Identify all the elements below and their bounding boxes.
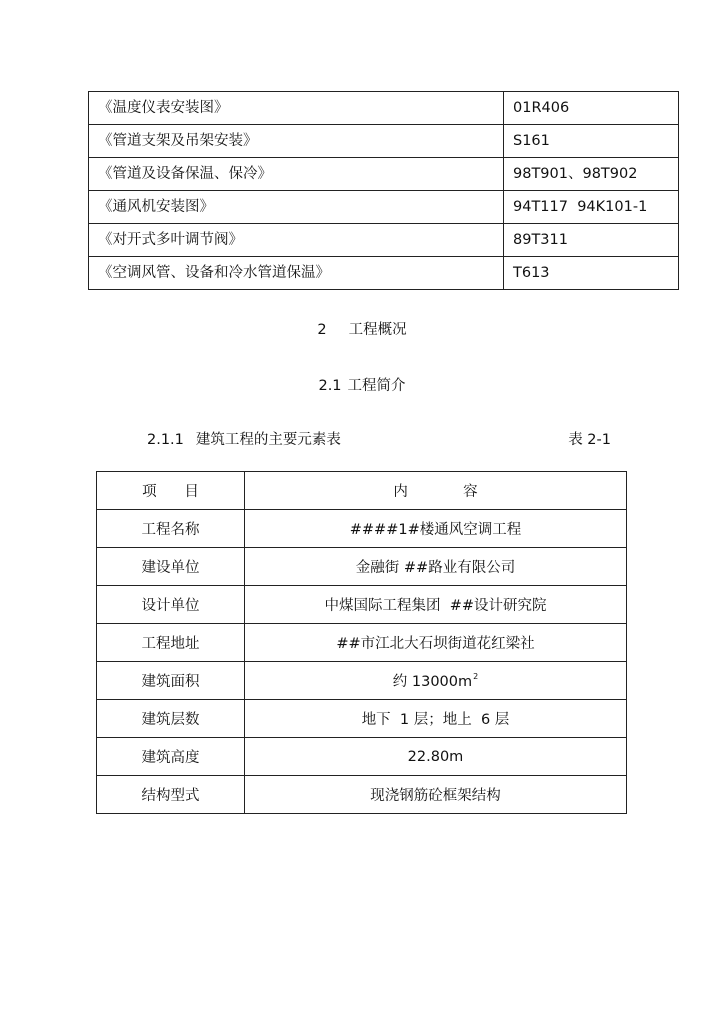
row-item: 建筑面积 — [97, 662, 245, 700]
row-item: 结构型式 — [97, 776, 245, 814]
standards-table — [88, 91, 679, 290]
standard-name: 《温度仪表安装图》 — [89, 92, 504, 125]
table-row — [89, 125, 679, 158]
subsection-title: 工程简介 — [347, 378, 406, 394]
caption-number: 2.1.1 — [147, 432, 184, 448]
row-item: 建设单位 — [97, 548, 245, 586]
standard-code: S161 — [504, 125, 679, 158]
standard-code: 01R406 — [504, 92, 679, 125]
building-elements-table — [96, 471, 627, 814]
row-item: 工程地址 — [97, 624, 245, 662]
standard-code: 89T311 — [504, 224, 679, 257]
table-row — [97, 586, 627, 624]
row-content: 现浇钢筋砼框架结构 — [245, 776, 627, 814]
table-row — [89, 158, 679, 191]
standard-name: 《通风机安装图》 — [89, 191, 504, 224]
section-number: 2 — [317, 322, 327, 338]
area-superscript: 2 — [473, 672, 479, 681]
row-item: 建筑层数 — [97, 700, 245, 738]
caption-title: 建筑工程的主要元素表 — [195, 432, 341, 448]
row-item: 建筑高度 — [97, 738, 245, 776]
standard-code: 94T117 94K101-1 — [504, 191, 679, 224]
header-item: 项 目 — [97, 472, 245, 510]
standard-code: T613 — [504, 257, 679, 290]
standard-code: 98T901、98T902 — [504, 158, 679, 191]
standard-name: 《管道及设备保温、保冷》 — [89, 158, 504, 191]
row-content: 中煤国际工程集团 ##设计研究院 — [245, 586, 627, 624]
table-row — [97, 548, 627, 586]
row-content: 金融街 ##路业有限公司 — [245, 548, 627, 586]
table-number: 表 2-1 — [568, 432, 611, 448]
table-row — [97, 738, 627, 776]
table-row — [97, 776, 627, 814]
row-content: ####1#楼通风空调工程 — [245, 510, 627, 548]
subsection-number: 2.1 — [318, 378, 342, 394]
section-title: 工程概况 — [348, 322, 407, 338]
table-row — [97, 700, 627, 738]
table-row — [97, 662, 627, 700]
row-content: ##市江北大石坝街道花红梁社 — [245, 624, 627, 662]
standard-name: 《对开式多叶调节阀》 — [89, 224, 504, 257]
standard-name: 《空调风管、设备和冷水管道保温》 — [89, 257, 504, 290]
table-row — [97, 510, 627, 548]
row-item: 工程名称 — [97, 510, 245, 548]
table-row — [89, 92, 679, 125]
area-value: 约 13000m — [392, 674, 473, 690]
table-row — [89, 224, 679, 257]
table-header-row — [97, 472, 627, 510]
table-row — [89, 191, 679, 224]
header-content: 内 容 — [245, 472, 627, 510]
table-caption — [147, 428, 611, 449]
table-row — [97, 624, 627, 662]
table-row — [89, 257, 679, 290]
standard-name: 《管道支架及吊架安装》 — [89, 125, 504, 158]
section-heading — [0, 318, 724, 339]
row-item: 设计单位 — [97, 586, 245, 624]
subsection-heading — [0, 374, 724, 395]
row-content: 22.80m — [245, 738, 627, 776]
row-content — [245, 662, 627, 700]
row-content: 地下 1 层；地上 6 层 — [245, 700, 627, 738]
